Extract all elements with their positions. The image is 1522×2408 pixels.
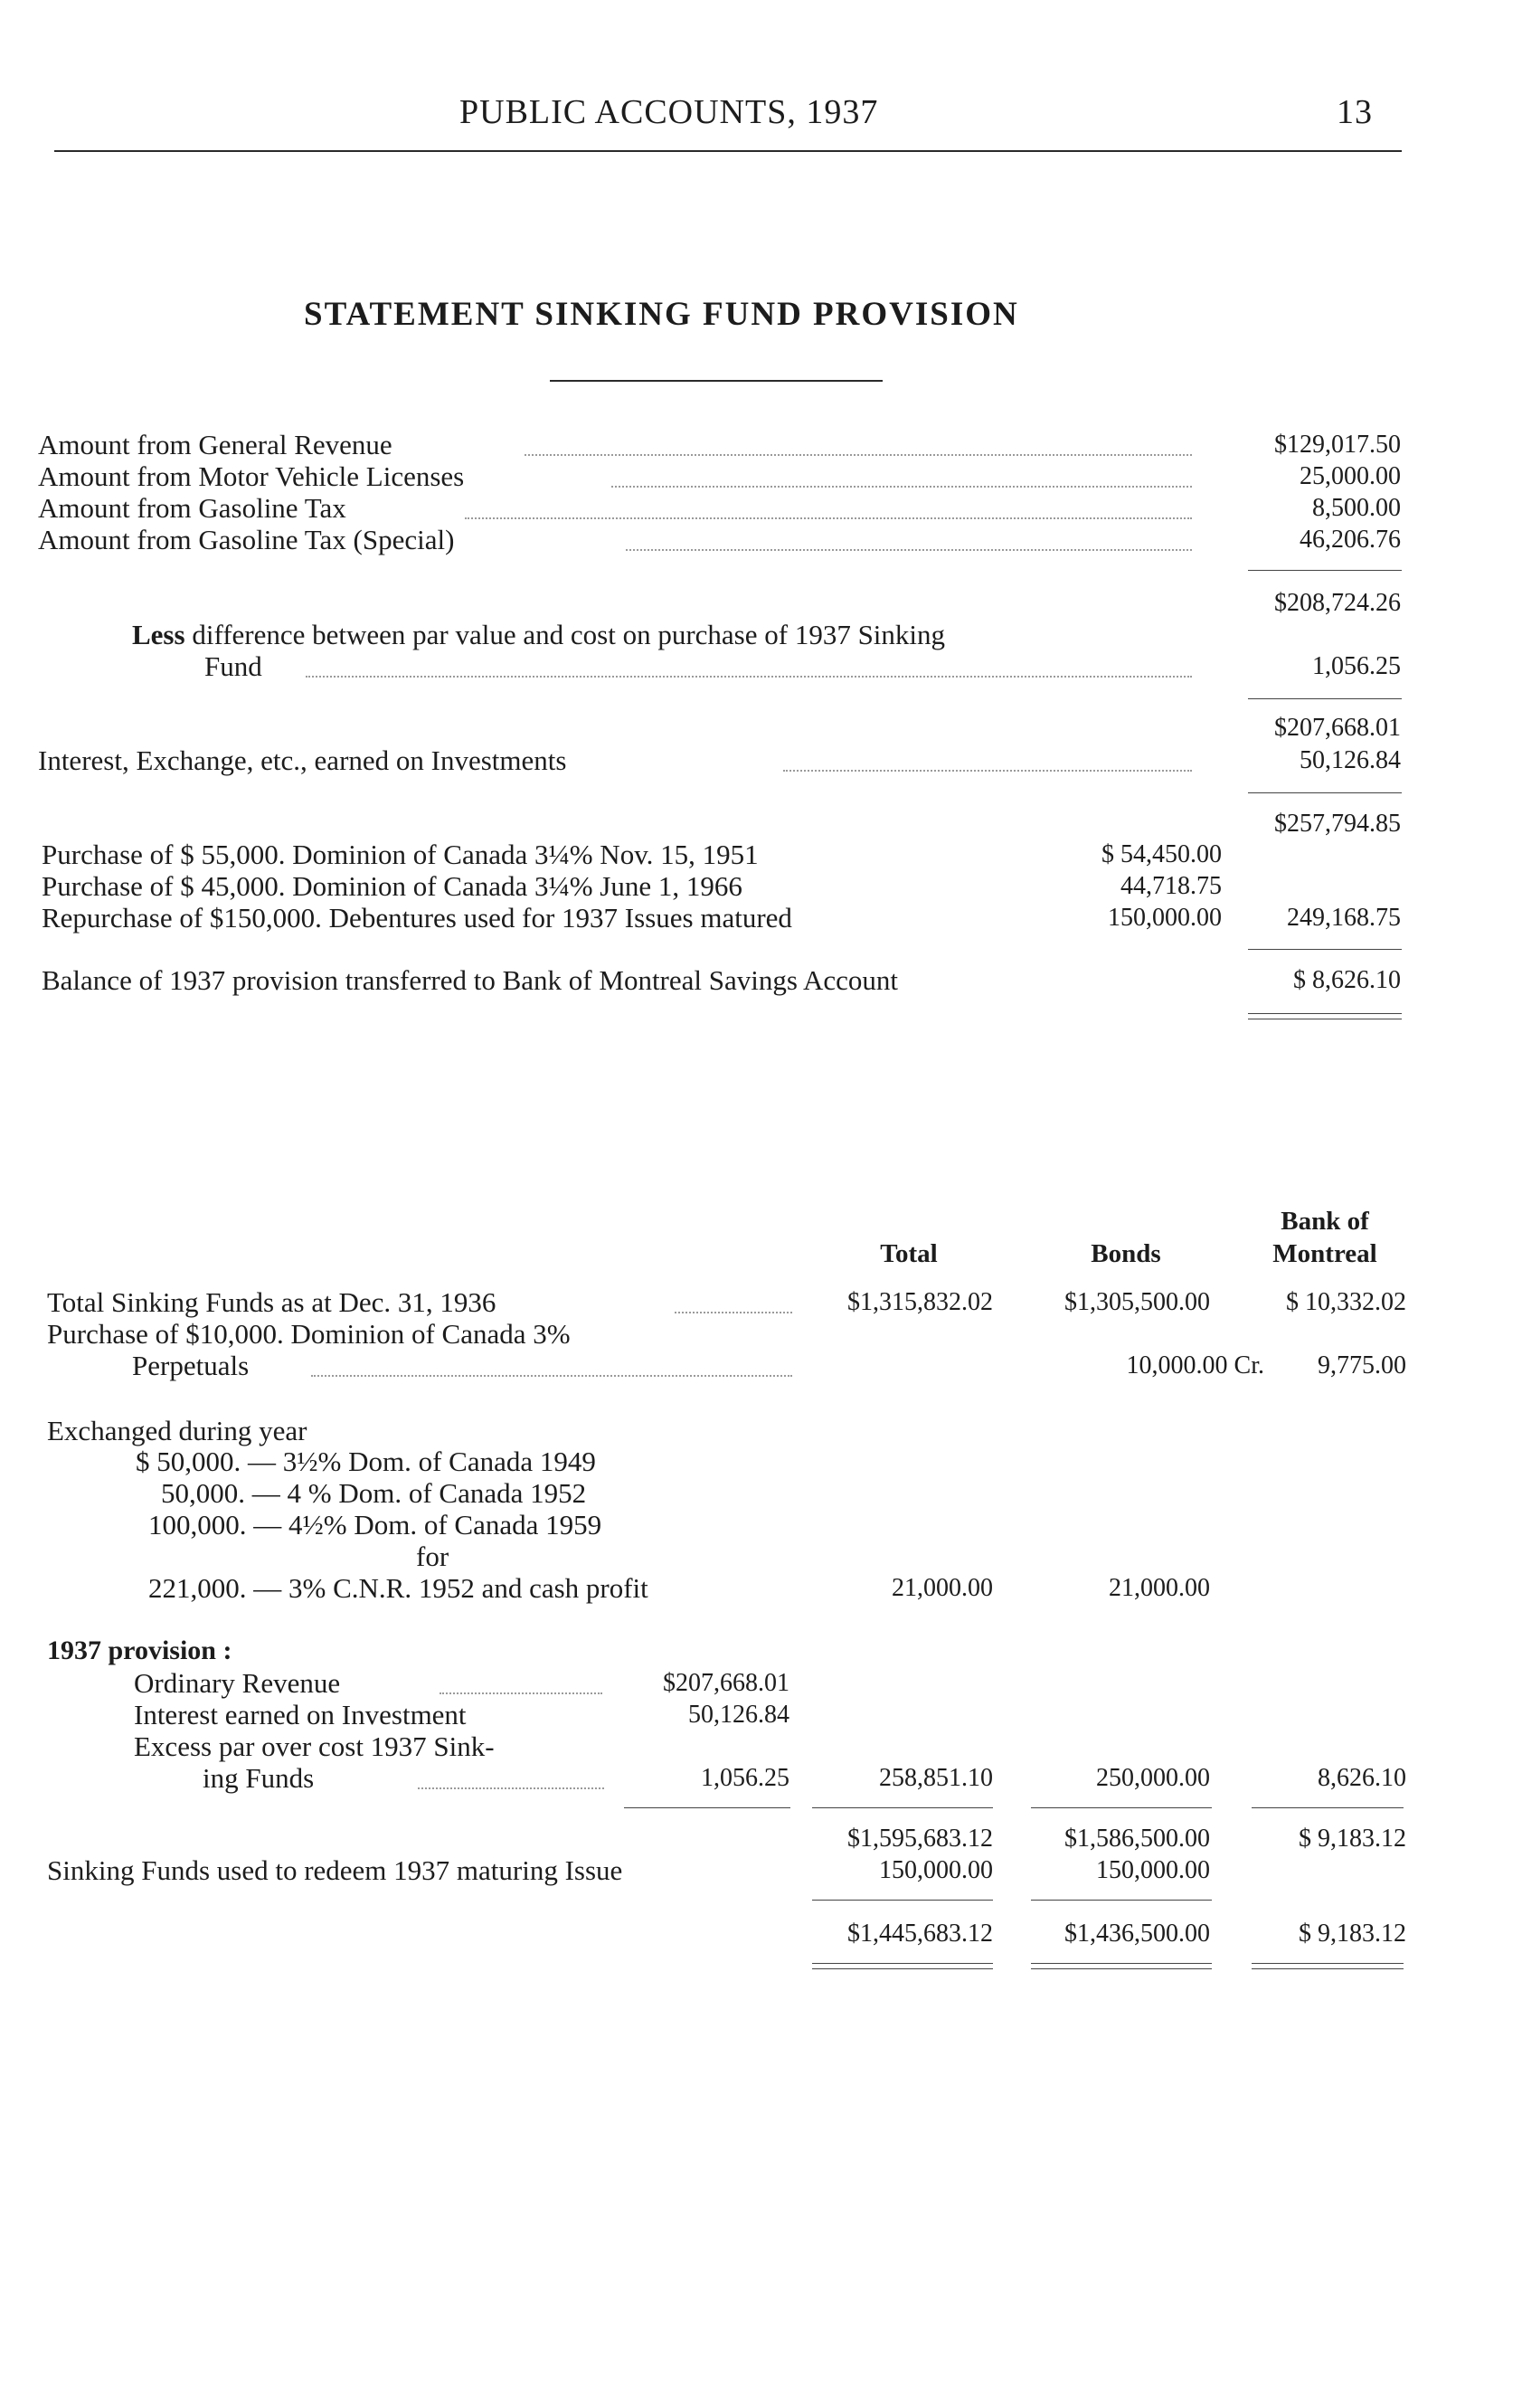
purchase-label: Repurchase of $150,000. Debentures used for 1937 Issues matured [42, 902, 792, 934]
exchanged-for: for [416, 1541, 449, 1572]
subtotal-amount: $257,794.85 [1274, 810, 1401, 838]
exchanged-heading: Exchanged during year [47, 1415, 307, 1446]
subtotal-amount: $207,668.01 [1274, 714, 1401, 742]
title-underline [550, 380, 883, 382]
sum-rule [1248, 792, 1402, 793]
interest-amount: 50,126.84 [1300, 746, 1401, 774]
provision-bank: 8,626.10 [1318, 1764, 1406, 1792]
provision-total: 258,851.10 [879, 1764, 993, 1792]
final-rule [1252, 1968, 1404, 1969]
sum-rule [1031, 1807, 1212, 1808]
less-description: difference between par value and cost on purchase of 1937 Sinking [192, 619, 946, 650]
perpetuals-label: Purchase of $10,000. Dominion of Canada 3% [47, 1318, 571, 1350]
revenue-label: Amount from General Revenue [38, 429, 392, 460]
balance-rule-top [1248, 1013, 1402, 1014]
less-label: Less [132, 619, 185, 650]
leader-dots [783, 770, 1192, 772]
revenue-amount: 25,000.00 [1300, 462, 1401, 490]
exchanged-line: 50,000. — 4 % Dom. of Canada 1952 [161, 1477, 587, 1509]
provision-item-amount: $207,668.01 [663, 1669, 789, 1697]
exchanged-total: 21,000.00 [892, 1574, 993, 1602]
header-rule [54, 150, 1402, 152]
sum-rule [1248, 698, 1402, 699]
less-amount: 1,056.25 [1312, 652, 1401, 680]
less-description-continued: Fund [204, 650, 262, 682]
provision-excess-label-continued: ing Funds [203, 1762, 315, 1794]
purchase-label: Purchase of $ 55,000. Dominion of Canada 3¼% Nov. 15, 1951 [42, 839, 759, 870]
provision-bonds: 250,000.00 [1096, 1764, 1210, 1792]
final-total: $1,445,683.12 [847, 1920, 993, 1948]
final-bonds: $1,436,500.00 [1064, 1920, 1210, 1948]
sum-rule [624, 1807, 790, 1808]
perpetuals-bonds: 10,000.00 Cr. [1126, 1351, 1264, 1379]
final-rule [812, 1963, 993, 1964]
revenue-label: Amount from Gasoline Tax [38, 492, 346, 524]
purchase-amount: 150,000.00 [1108, 904, 1222, 932]
subtotal-bonds: $1,586,500.00 [1064, 1825, 1210, 1853]
final-rule [1252, 1963, 1404, 1964]
revenue-label: Amount from Motor Vehicle Licenses [38, 460, 465, 492]
final-rule [1031, 1963, 1212, 1964]
column-header-bonds: Bonds [1091, 1239, 1161, 1268]
sum-rule [1031, 1900, 1212, 1901]
interest-label: Interest, Exchange, etc., earned on Investments [38, 744, 567, 776]
column-header-bank-line2: Montreal [1272, 1239, 1377, 1268]
leader-dots [311, 1375, 792, 1377]
exchanged-bonds: 21,000.00 [1109, 1574, 1210, 1602]
leader-dots [611, 486, 1192, 488]
perpetuals-label-continued: Perpetuals [132, 1350, 250, 1381]
final-bank: $ 9,183.12 [1299, 1920, 1406, 1948]
provision-item-amount: 50,126.84 [688, 1701, 789, 1729]
leader-dots [465, 517, 1192, 519]
less-line [132, 619, 945, 651]
leader-dots [306, 676, 1192, 678]
purchases-total: 249,168.75 [1287, 904, 1401, 932]
revenue-amount: 46,206.76 [1300, 526, 1401, 554]
exchanged-line: 100,000. — 4½% Dom. of Canada 1959 [148, 1509, 602, 1541]
revenue-label: Amount from Gasoline Tax (Special) [38, 524, 455, 555]
sum-rule [812, 1807, 993, 1808]
subtotal-bank: $ 9,183.12 [1299, 1825, 1406, 1853]
sum-rule [1248, 570, 1402, 571]
subtotal-total: $1,595,683.12 [847, 1825, 993, 1853]
redeem-bonds: 150,000.00 [1096, 1856, 1210, 1884]
provision-excess-label: Excess par over cost 1937 Sink- [134, 1730, 495, 1762]
final-rule [812, 1968, 993, 1969]
leader-dots [440, 1692, 602, 1694]
balance-label: Balance of 1937 provision transferred to Bank of Montreal Savings Account [42, 964, 898, 996]
column-header-total: Total [880, 1239, 938, 1268]
leader-dots [525, 454, 1192, 456]
redeem-total: 150,000.00 [879, 1856, 993, 1884]
statement-title: STATEMENT SINKING FUND PROVISION [304, 296, 1019, 333]
leader-dots [675, 1312, 792, 1313]
redeem-label: Sinking Funds used to redeem 1937 maturing Issue [47, 1854, 623, 1886]
sum-rule [1248, 949, 1402, 950]
sum-rule [1252, 1807, 1404, 1808]
provision-item-label: Ordinary Revenue [134, 1667, 341, 1699]
funds-1936-bank: $ 10,332.02 [1286, 1288, 1406, 1316]
subtotal-amount: $208,724.26 [1274, 589, 1401, 617]
running-header-title: PUBLIC ACCOUNTS, 1937 [459, 93, 879, 131]
final-rule [1031, 1968, 1212, 1969]
balance-amount: $ 8,626.10 [1293, 966, 1401, 994]
purchase-amount: $ 54,450.00 [1101, 840, 1222, 868]
exchanged-line: $ 50,000. — 3½% Dom. of Canada 1949 [136, 1446, 596, 1477]
purchase-amount: 44,718.75 [1120, 872, 1222, 900]
page-number: 13 [1337, 93, 1373, 131]
revenue-amount: 8,500.00 [1312, 494, 1401, 522]
column-header-bank-line1: Bank of [1281, 1207, 1369, 1236]
leader-dots [626, 549, 1192, 551]
sum-rule [812, 1900, 993, 1901]
funds-1936-label: Total Sinking Funds as at Dec. 31, 1936 [47, 1286, 496, 1318]
provision-heading: 1937 provision : [47, 1635, 232, 1665]
funds-1936-total: $1,315,832.02 [847, 1288, 993, 1316]
purchase-label: Purchase of $ 45,000. Dominion of Canada 3¼% June 1, 1966 [42, 870, 742, 902]
provision-item-label: Interest earned on Investment [134, 1699, 467, 1730]
revenue-amount: $129,017.50 [1274, 431, 1401, 459]
funds-1936-bonds: $1,305,500.00 [1064, 1288, 1210, 1316]
leader-dots [418, 1787, 604, 1789]
exchanged-final-line: 221,000. — 3% C.N.R. 1952 and cash profit [148, 1572, 648, 1604]
perpetuals-bank: 9,775.00 [1318, 1351, 1406, 1379]
provision-excess-amount: 1,056.25 [701, 1764, 789, 1792]
